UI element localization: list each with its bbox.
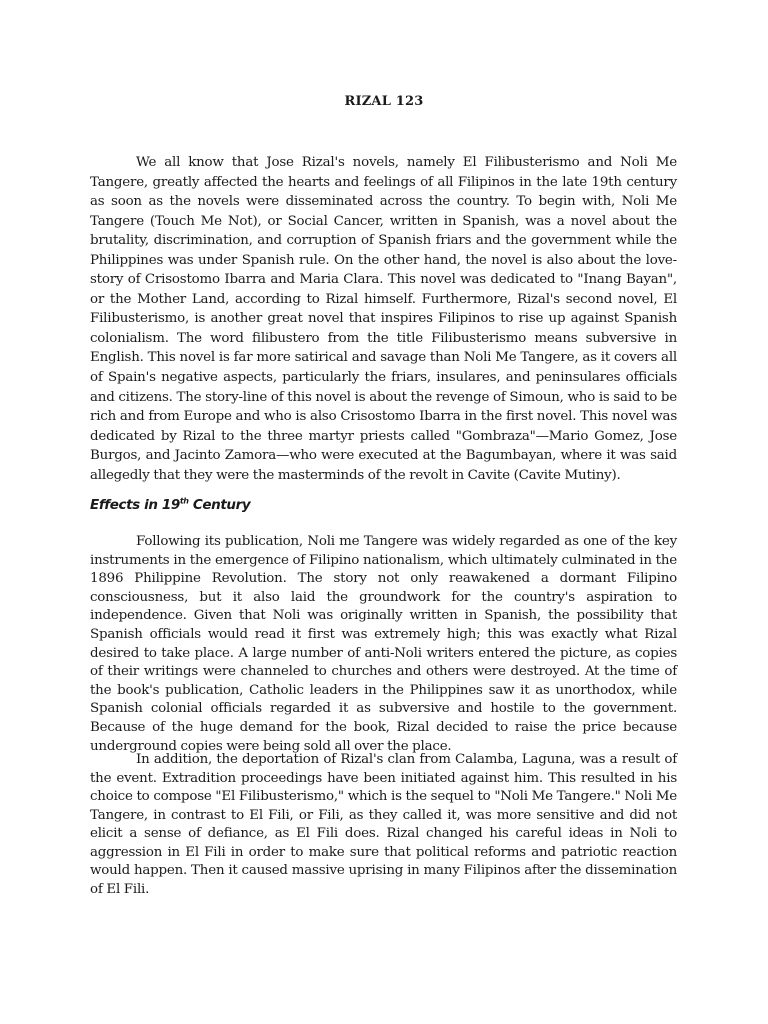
effects-paragraph: Following its publication, Noli me Tangere was widely regarded as one of the key instruments in the emergence of Filipino nationalism, which ultimately culminated in the 1896 Philippine Revolution. The story not only reawakened a dormant Filipino consciousness, but it also laid the groundwork for the country's aspiration to independence. Given that Noli was originally written in Spanish, the possibility that Spanish officials would read it first was extremely high; this was exactly what Rizal desired to take place. A large number of anti-Noli writers entered the picture, as copies of their writings were channeled to churches and others were destroyed. At the time of the book's publication, Catholic leaders in the Philippines saw it as unorthodox, while Spanish colonial officials regarded it as subversive and hostile to the government. Because of the huge demand for the book, Rizal decided to raise the price because underground copies were being sold all over the place.	[90, 534, 677, 754]
section-heading	[90, 497, 250, 513]
section-heading-prefix: Effects in 19	[90, 497, 180, 513]
deportation-paragraph: In addition, the deportation of Rizal's clan from Calamba, Laguna, was a result of the event. Extradition proceedings have been initiated against him. This resulted in his choice to compose "El Filibusterismo," which is the sequel to "Noli Me Tangere." Noli Me Tangere, in contrast to El Fili, or Fili, as they called it, was more sensitive and did not elicit a sense of defiance, as El Fili does. Rizal changed his careful ideas in Noli to aggression in El Fili in order to make sure that political reforms and patriotic reaction would happen. Then it caused massive uprising in many Filipinos after the dissemination of El Fili.	[90, 752, 677, 897]
section-heading-superscript: th	[179, 496, 189, 506]
document-title: RIZAL 123	[344, 94, 424, 109]
intro-paragraph: We all know that Jose Rizal's novels, namely El Filibusterismo and Noli Me Tangere, greatly affected the hearts and feelings of all Filipinos in the late 19th century as soon as the novels were disseminated across the country. To begin with, Noli Me Tangere (Touch Me Not), or Social Cancer, written in Spanish, was a novel about the brutality, discrimination, and corruption of Spanish friars and the government while the Philippines was under Spanish rule. On the other hand, the novel is also about the love-story of Crisostomo Ibarra and Maria Clara. This novel was dedicated to "Inang Bayan", or the Mother Land, according to Rizal himself. Furthermore, Rizal's second novel, El Filibusterismo, is another great novel that inspires Filipinos to rise up against Spanish colonialism. The word filibustero from the title Filibusterismo means subversive in English. This novel is far more satirical and savage than Noli Me Tangere, as it covers all of Spain's negative aspects, particularly the friars, insulares, and peninsulares officials and citizens. The story-line of this novel is about the revenge of Simoun, who is said to be rich and from Europe and who is also Crisostomo Ibarra in the first novel. This novel was dedicated by Rizal to the three martyr priests called "Gombraza"—Mario Gomez, Jose Burgos, and Jacinto Zamora—who were executed at the Bagumbayan, where it was said allegedly that they were the masterminds of the revolt in Cavite (Cavite Mutiny).	[90, 155, 677, 483]
section-heading-suffix: Century	[188, 497, 251, 513]
